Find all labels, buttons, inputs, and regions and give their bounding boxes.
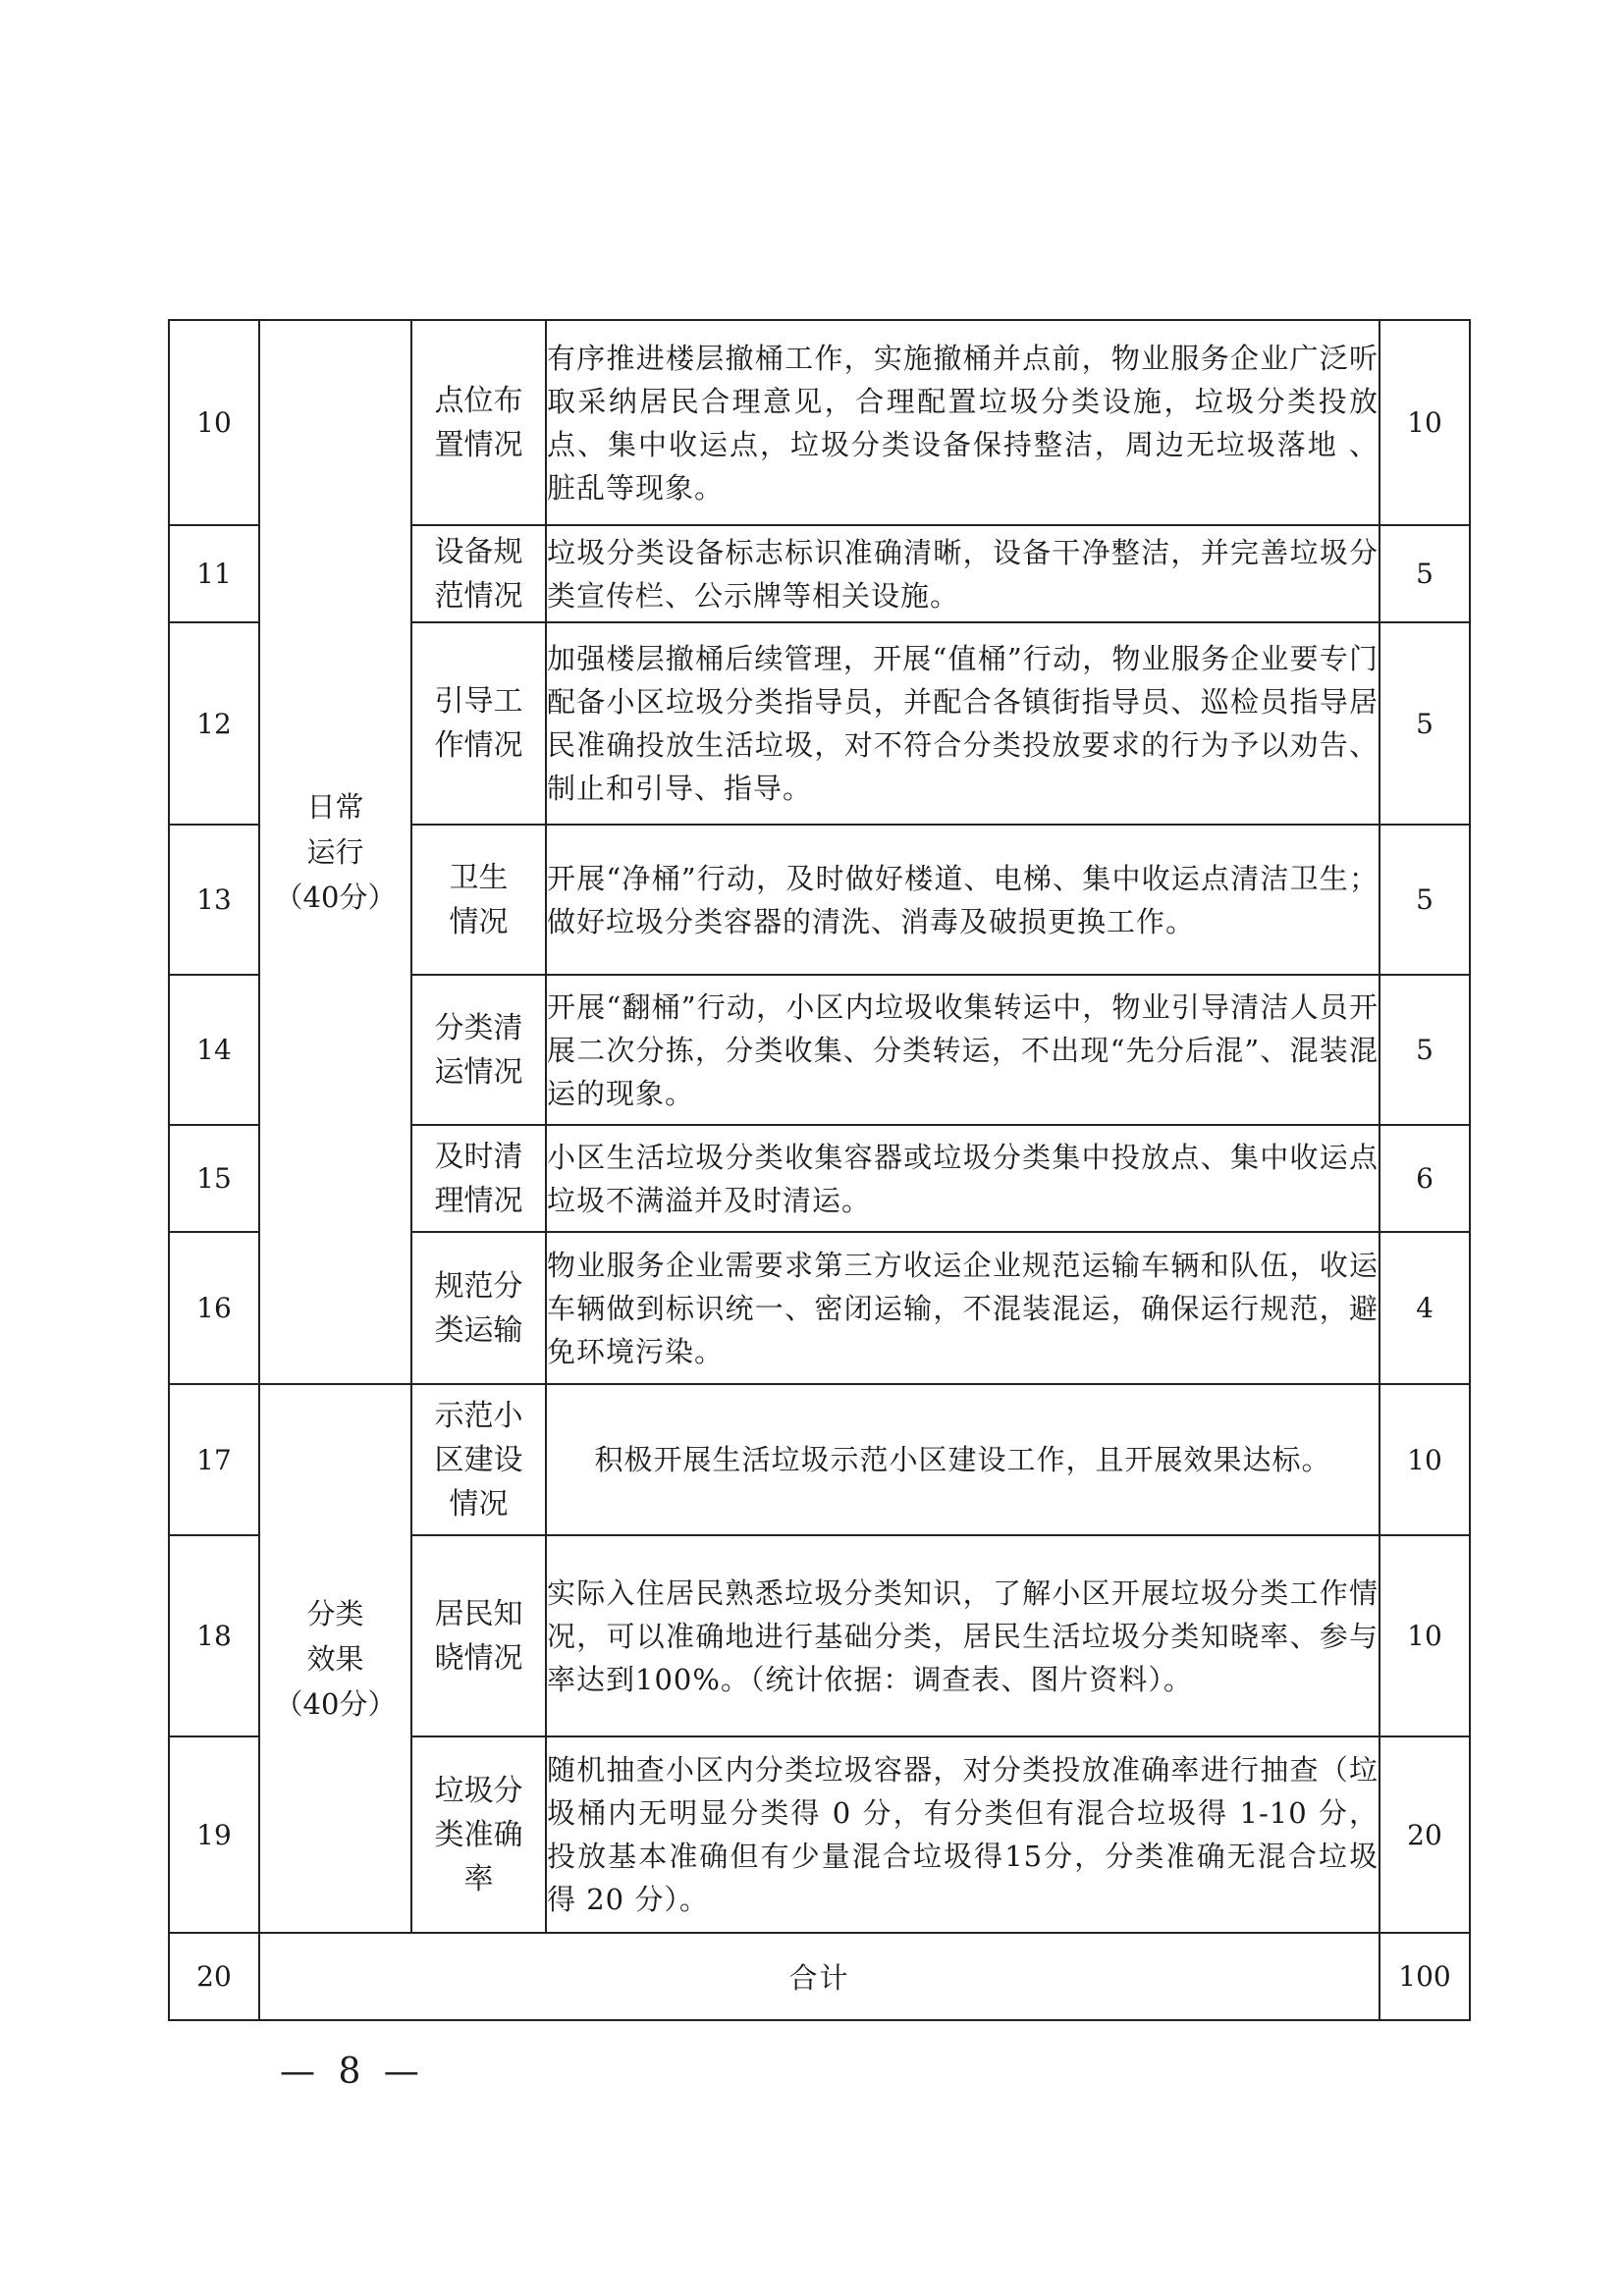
score-value: 5: [1380, 825, 1470, 975]
item-name-line: 示范小: [434, 1398, 523, 1433]
item-name: [411, 825, 546, 975]
item-name-line: 分类清: [434, 1010, 523, 1045]
row-number: 13: [169, 825, 259, 975]
score-value: 5: [1380, 975, 1470, 1125]
item-name-line: 率: [463, 1861, 494, 1896]
requirement-text: 物业服务企业需要求第三方收运企业规范运输车辆和队伍，收运车辆做到标识统一、密闭运输，不混装混运，确保运行规范，避免环境污染。: [546, 1232, 1380, 1384]
requirement-text: 实际入住居民熟悉垃圾分类知识，了解小区开展垃圾分类工作情况，可以准确地进行基础分类，居民生活垃圾分类知晓率、参与率达到100%。（统计依据：调查表、图片资料）。: [546, 1535, 1380, 1736]
row-number: 14: [169, 975, 259, 1125]
score-value: 10: [1380, 320, 1470, 525]
requirement-text: 有序推进楼层撤桶工作，实施撤桶并点前，物业服务企业广泛听取采纳居民合理意见，合理配置垃圾分类设施，垃圾分类投放点、集中收运点，垃圾分类设备保持整洁，周边无垃圾落地 、脏乱等现象。: [546, 320, 1380, 525]
table-row: [169, 320, 1470, 525]
group-name: 分类: [306, 1596, 364, 1630]
row-number: 19: [169, 1736, 259, 1933]
row-number: 16: [169, 1232, 259, 1384]
group-name: 日常: [306, 790, 364, 824]
group-name: 效果: [306, 1641, 364, 1676]
score-value: 10: [1380, 1384, 1470, 1535]
row-number: 17: [169, 1384, 259, 1535]
total-score: 100: [1380, 1933, 1470, 2020]
requirement-text: 垃圾分类设备标志标识准确清晰，设备干净整洁，并完善垃圾分类宣传栏、公示牌等相关设施。: [546, 525, 1380, 622]
row-number: 12: [169, 622, 259, 825]
item-name-line: 居民知: [434, 1596, 523, 1631]
item-name-line: 运情况: [434, 1054, 523, 1090]
row-number: 18: [169, 1535, 259, 1736]
item-name: [411, 1232, 546, 1384]
score-value: 5: [1380, 525, 1470, 622]
requirement-text: 加强楼层撤桶后续管理，开展“值桶”行动，物业服务企业要专门配备小区垃圾分类指导员，并配合各镇街指导员、巡检员指导居民准确投放生活垃圾，对不符合分类投放要求的行为予以劝告、制止和引导、指导。: [546, 622, 1380, 825]
item-name-line: 置情况: [434, 427, 523, 462]
score-value: 6: [1380, 1125, 1470, 1232]
item-name-line: 类准确: [434, 1817, 523, 1852]
requirement-text: 积极开展生活垃圾示范小区建设工作，且开展效果达标。: [546, 1384, 1380, 1535]
item-name: [411, 1125, 546, 1232]
item-name-line: 理情况: [434, 1183, 523, 1218]
group-points: （40分）: [274, 1686, 397, 1721]
table-row: [169, 1384, 1470, 1535]
row-number: 20: [169, 1933, 259, 2020]
item-name-line: 区建设: [434, 1442, 523, 1477]
item-name-line: 晓情况: [434, 1640, 523, 1676]
item-name-line: 卫生: [449, 860, 509, 895]
group-classification-effect: [259, 1384, 411, 1933]
item-name-line: 垃圾分: [434, 1773, 523, 1808]
item-name: [411, 1384, 546, 1535]
score-value: 4: [1380, 1232, 1470, 1384]
row-number: 11: [169, 525, 259, 622]
item-name-line: 及时清: [434, 1139, 523, 1174]
requirement-text: 小区生活垃圾分类收集容器或垃圾分类集中投放点、集中收运点垃圾不满溢并及时清运。: [546, 1125, 1380, 1232]
group-points: （40分）: [274, 881, 397, 914]
item-name-line: 规范分: [434, 1268, 523, 1304]
row-number: 15: [169, 1125, 259, 1232]
group-name: 运行: [306, 835, 364, 869]
item-name-line: 设备规: [434, 534, 523, 569]
score-value: 20: [1380, 1736, 1470, 1933]
row-number: 10: [169, 320, 259, 525]
requirement-text: 开展“净桶”行动，及时做好楼道、电梯、集中收运点清洁卫生；做好垃圾分类容器的清洗、消毒及破损更换工作。: [546, 825, 1380, 975]
total-row: [169, 1933, 1470, 2020]
total-label: 合计: [259, 1933, 1380, 2020]
item-name-line: 类运输: [434, 1312, 523, 1348]
scoring-table-container: [168, 319, 1469, 2021]
item-name: [411, 1736, 546, 1933]
score-value: 5: [1380, 622, 1470, 825]
item-name: [411, 1535, 546, 1736]
item-name-line: 情况: [449, 904, 509, 939]
item-name: [411, 525, 546, 622]
item-name-line: 引导工: [434, 684, 523, 719]
item-name-line: 情况: [449, 1486, 509, 1522]
page-number: — 8 —: [280, 2052, 425, 2092]
item-name: [411, 622, 546, 825]
scoring-table: [168, 319, 1471, 2021]
item-name-line: 作情况: [434, 728, 523, 763]
item-name: [411, 320, 546, 525]
score-value: 10: [1380, 1535, 1470, 1736]
requirement-text: 开展“翻桶”行动，小区内垃圾收集转运中，物业引导清洁人员开展二次分拣，分类收集、分类转运，不出现“先分后混”、混装混运的现象。: [546, 975, 1380, 1125]
item-name: [411, 975, 546, 1125]
group-daily-operation: [259, 320, 411, 1384]
requirement-text: 随机抽查小区内分类垃圾容器，对分类投放准确率进行抽查（垃圾桶内无明显分类得 0 分，有分类但有混合垃圾得 1-10 分，投放基本准确但有少量混合垃圾得15分，分类准确无混合垃圾得 20 分）。: [546, 1736, 1380, 1933]
item-name-line: 点位布: [434, 383, 523, 418]
item-name-line: 范情况: [434, 578, 523, 614]
